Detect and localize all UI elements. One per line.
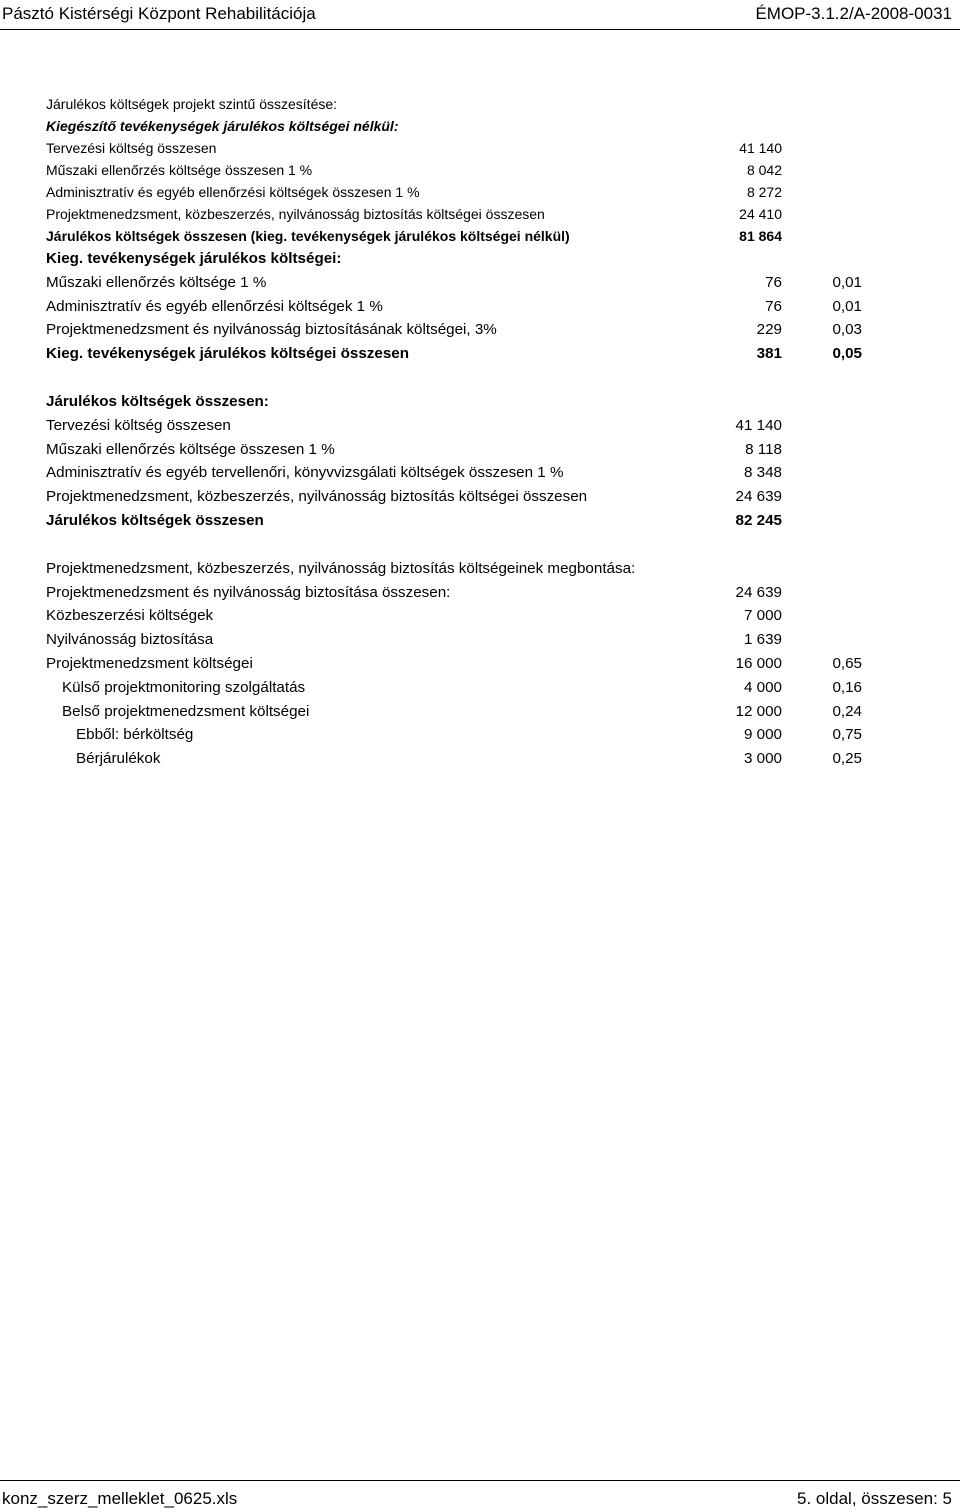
row-value: 41 140 [739,140,782,156]
row-ratio: 0,75 [832,726,862,744]
header-divider [0,29,960,30]
table-row [46,676,926,700]
row-value: 9 000 [743,726,782,744]
section3-title-row [46,557,926,581]
row-value: 81 864 [739,228,782,244]
row-value: 76 [765,273,782,291]
cost-summary [46,93,926,771]
spacer [46,366,926,390]
row-value: 4 000 [743,678,782,696]
section1-kieg-heading-row [46,247,926,271]
table-row [46,438,926,462]
section1-subtitle-row [46,115,926,137]
row-label: Járulékos költségek összesen (kieg. tevékenységek járulékos költségei nélkül) [46,228,570,244]
row-label: Műszaki ellenőrzés költsége összesen 1 % [46,162,313,178]
row-ratio: 0,65 [832,654,862,672]
row-value: 8 042 [746,162,782,178]
row-value: 12 000 [735,702,782,720]
row-label: Belső projektmenedzsment költségei [62,702,310,720]
row-label: Nyilvánosság biztosítása [46,631,214,649]
row-value: 8 272 [746,184,782,200]
row-ratio: 0,01 [832,273,862,291]
table-row [46,628,926,652]
row-label: Járulékos költségek összesen [46,511,264,529]
row-ratio: 0,25 [832,750,862,768]
row-value: 16 000 [735,654,782,672]
spacer [46,533,926,557]
row-label: Projektmenedzsment és nyilvánosság biztosítása összesen: [46,583,451,601]
table-row [46,203,926,225]
row-label: Műszaki ellenőrzés költsége összesen 1 % [46,440,335,458]
page-footer [0,1480,960,1512]
footer-page-number: 5. oldal, összesen: 5 [797,1489,952,1508]
section2-title: Járulékos költségek összesen: [46,392,269,410]
section1-title: Járulékos költségek projekt szintű összesítése: [46,96,338,112]
section2-title-row [46,390,926,414]
row-label: Külső projektmonitoring szolgáltatás [62,678,306,696]
row-value: 8 348 [743,464,782,482]
row-label: Műszaki ellenőrzés költsége 1 % [46,273,267,291]
row-label: Tervezési költség összesen [46,416,231,434]
row-value: 82 245 [735,511,782,529]
header-project-title: Pásztó Kistérségi Központ Rehabilitációja [2,4,316,23]
page-header [0,0,960,30]
footer-divider [0,1480,960,1481]
section1-kieg-total-row [46,342,926,366]
row-value: 7 000 [743,607,782,625]
footer-filename: konz_szerz_melleklet_0625.xls [2,1489,238,1508]
row-label: Adminisztratív és egyéb ellenőrzési költségek összesen 1 % [46,184,420,200]
row-value: 76 [765,297,782,315]
table-row [46,271,926,295]
row-label: Tervezési költség összesen [46,140,217,156]
section1-subtitle: Kiegészítő tevékenységek járulékos költségei nélkül: [46,118,399,134]
row-label: Adminisztratív és egyéb tervellenőri, könyvvizsgálati költségek összesen 1 % [46,464,564,482]
row-value: 24 639 [735,583,782,601]
table-row [46,700,926,724]
table-row [46,461,926,485]
row-label: Projektmenedzsment, közbeszerzés, nyilvánosság biztosítás költségei összesen [46,206,545,222]
row-value: 8 118 [745,440,782,458]
row-label: Adminisztratív és egyéb ellenőrzési költségek 1 % [46,297,383,315]
table-row [46,414,926,438]
table-row [46,485,926,509]
row-ratio: 0,01 [832,297,862,315]
table-row [46,318,926,342]
row-ratio: 0,05 [832,345,862,363]
table-row [46,723,926,747]
row-label: Projektmenedzsment és nyilvánosság biztosításának költségei, 3% [46,321,497,339]
row-ratio: 0,24 [832,702,862,720]
row-ratio: 0,16 [832,678,862,696]
section3-title: Projektmenedzsment, közbeszerzés, nyilvánosság biztosítás költségeinek megbontása: [46,559,636,577]
table-row [46,137,926,159]
table-row [46,652,926,676]
row-value: 381 [756,345,782,363]
row-value: 229 [756,321,782,339]
row-value: 1 639 [743,631,782,649]
row-label: Kieg. tevékenységek járulékos költségei: [46,250,342,267]
table-row [46,604,926,628]
table-row [46,581,926,605]
row-value: 24 410 [739,206,782,222]
row-label: Kieg. tevékenységek járulékos költségei összesen [46,345,409,363]
section1-title-row [46,93,926,115]
row-label: Közbeszerzési költségek [46,607,214,625]
row-label: Ebből: bérköltség [76,726,194,744]
row-ratio: 0,03 [832,321,862,339]
row-value: 24 639 [735,488,782,506]
table-row [46,747,926,771]
row-label: Projektmenedzsment, közbeszerzés, nyilvánosság biztosítás költségei összesen [46,488,588,506]
section1-total-row [46,225,926,247]
table-row [46,159,926,181]
row-label: Projektmenedzsment költségei [46,654,253,672]
row-label: Bérjárulékok [76,750,161,768]
row-value: 3 000 [743,750,782,768]
row-value: 41 140 [735,416,782,434]
section2-total-row [46,509,926,533]
header-project-code: ÉMOP-3.1.2/A-2008-0031 [755,4,952,23]
table-row [46,181,926,203]
table-row [46,295,926,319]
